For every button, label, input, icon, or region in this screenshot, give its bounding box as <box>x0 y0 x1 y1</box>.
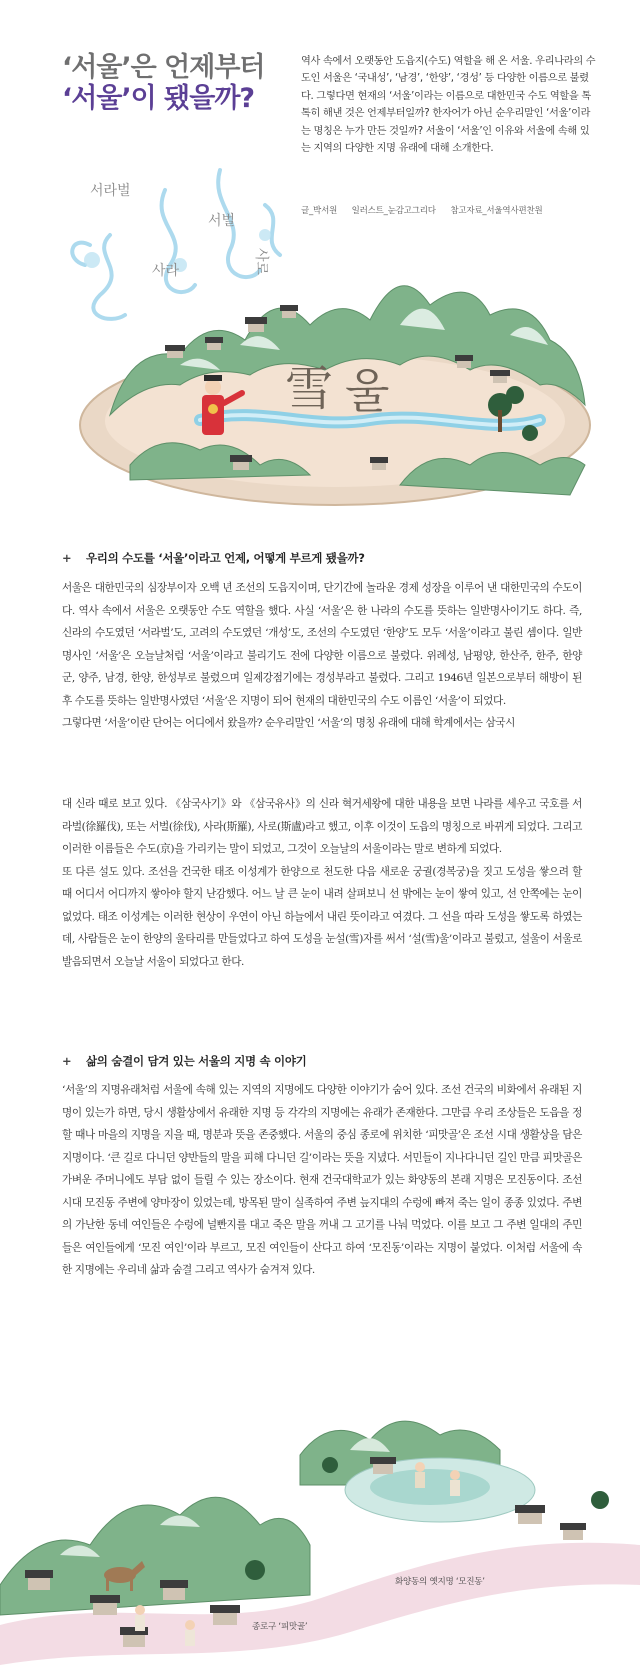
credit-writer: 글_박서원 <box>301 206 338 216</box>
name-seobeol: 서벌 <box>208 213 236 229</box>
caption-pimatgol: 종로구 ‘피맛골’ <box>252 1622 308 1632</box>
name-seorabeol: 서라벌 <box>90 183 131 199</box>
section2-paragraph-1: ‘서울’의 지명유래처럼 서울에 속해 있는 지역의 지명에도 다양한 이야기가 숨어 있다. 조선 건국의 비화에서 유래된 지명이 있는가 하면, 당시 생활상에서 유래한 지명 등 각각의 지명에는 유래가 존재한다. 그만큼 우리 조상들은 도읍을 정할 때나 마을의 지명을 지을 때, 명분과 뜻을 존중했다. 서울의 중심 종로에 위치한 ‘피맛골’은 조선 시대 생활상을 담은 지명이다. ‘큰 길로 다니던 양반들의 말을 피해 다니던 길’이라는 뜻을 지녔다. 서민들이 지나다니던 길인 만큼 피맛골은 가벼운 주머니에도 부담 없이 들릴 수 있는 장소이다. 현재 건국대학교가 있는 화양동의 본래 지명은 모진동이다. 조선시대 모진동 주변에 양마장이 있었는데, 방목된 말이 실족하여 주변 늪지대의 수렁에 빠져 죽는 일이 종종 있었다. 주변의 가난한 동네 여인들은 수렁에 널빤지를 대고 죽은 말을 꺼내 그 고기를 나눠 먹었다. 이를 보고 그 주변 일대의 주민들은 여인들에게 ‘모진 여인’이라 부르고, 모진 여인들이 산다고 하여 ‘모진동’이라는 지명이 붙었다. 이처럼 서울에 속한 지명에는 우리네 삶과 숨결 그리고 역사가 숨겨져 있다. <box>62 1084 582 1276</box>
section1-body-bottom <box>62 793 582 973</box>
seoul-map-illustration <box>70 165 610 525</box>
plus-icon: + <box>62 1054 72 1068</box>
intro-paragraph: 역사 속에서 오랫동안 도읍지(수도) 역할을 해 온 서울. 우리나라의 수도인 서울은 ‘국내성’, ‘남경’, ‘한양’, ‘경성’ 등 다양한 이름으로 불렸다. 그렇다면 현재의 ‘서울’이라는 이름으로 대한민국 수도 역할을 톡톡히 해낸 것은 언제부터일까? 한자어가 아닌 순우리말인 ‘서울’이라는 명칭은 누가 만든 것일까? 서울이 ‘서울’인 이유와 서울에 속해 있는 지역의 다양한 지명 유래에 대해 소개한다. <box>301 56 596 155</box>
title-line-2: ‘서울’이 됐을까? <box>62 83 255 114</box>
credit-illustrator: 일러스트_눈감고그리다 <box>351 206 436 216</box>
caption-mojindong: 화양동의 옛지명 ‘모진동’ <box>395 1577 485 1587</box>
village-illustration <box>0 1395 640 1665</box>
plus-icon: + <box>62 551 72 565</box>
name-sara: 사라 <box>152 263 180 279</box>
name-saro: 사로 <box>253 248 269 276</box>
section1-paragraph-3: 대 신라 때로 보고 있다. 《삼국사기》와 《삼국유사》의 신라 혁거세왕에 대한 내용을 보면 나라를 세우고 국호를 서라벌(徐羅伐), 또는 서벌(徐伐), 사라(斯羅), 사로(斯盧)라고 했고, 이후 이것이 도읍의 명칭으로 바뀌게 되었다. 그리고 이러한 이름들은 수도(京)을 가리키는 말이 되었고, 그것이 오늘날의 서울이라는 말로 변하게 되었다. <box>62 798 582 855</box>
section2-heading <box>62 1053 307 1069</box>
article-title <box>62 52 292 114</box>
section1-paragraph-1: 서울은 대한민국의 심장부이자 오백 년 조선의 도읍지이며, 단기간에 놀라운 경제 성장을 이루어 낸 대한민국의 수도이다. 역사 속에서 서울은 오랫동안 수도 역할을 했다. 사실 ‘서울’은 한 나라의 수도를 뜻하는 일반명사이기도 하다. 즉, 신라의 수도였던 ‘서라벌’도, 고려의 수도였던 ‘개성’도, 조선의 수도였던 ‘한양’도 모두 ‘서울’이라고 불린 셈이다. 일반명사인 ‘서울’은 오늘날처럼 ‘서울’이라고 불리기도 전에 다양한 이름으로 불렸다. 위례성, 남평양, 한산주, 한주, 한양군, 양주, 남경, 한양, 한성부로 불렸으며 일제강점기에는 경성부라고 불렸다. 그리고 1946년 일본으로부터 해방이 된 후 수도를 뜻하는 일반명사였던 ‘서울’은 지명이 되어 현재의 대한민국의 수도 이름인 ‘서울’이 되었다. <box>62 582 582 707</box>
section2-body <box>62 1079 582 1282</box>
section1-heading <box>62 550 365 566</box>
hangul-ul: 울 <box>345 364 390 418</box>
hanja-snow: 雪 <box>285 361 334 417</box>
credit-reference: 참고자료_서울역사편찬원 <box>450 206 543 216</box>
section1-paragraph-4: 또 다른 설도 있다. 조선을 건국한 태조 이성계가 한양으로 천도한 다음 새로운 궁궐(경복궁)을 짓고 도성을 쌓으려 할 때 어디서 어디까지 쌓아야 할지 난감했다. 어느 날 큰 눈이 내려 살펴보니 선 밖에는 눈이 쌓여 있고, 선 안쪽에는 눈이 없었다. 태조 이성계는 이러한 현상이 우연이 아닌 하늘에서 내린 뜻이라고 여겼다. 그 선을 따라 도성을 쌓도록 하였는데, 사람들은 눈이 한양의 울타리를 만들었다고 하여 도성을 눈설(雪)자를 써서 ‘설(雪)울’이라고 불렀고, 설울이 서울로 발음되면서 오늘날 서울이 되었다고 한다. <box>62 865 582 968</box>
section1-body-top <box>62 577 582 735</box>
section1-paragraph-2: 그렇다면 ‘서울’이란 단어는 어디에서 왔을까? 순우리말인 ‘서울’의 명칭 유래에 대해 학계에서는 삼국시 <box>62 717 515 729</box>
section1-heading-text: 우리의 수도를 ‘서울’이라고 언제, 어떻게 부르게 됐을까? <box>86 551 365 565</box>
section2-heading-text: 삶의 숨결이 담겨 있는 서울의 지명 속 이야기 <box>86 1054 307 1068</box>
title-line-1: ‘서울’은 언제부터 <box>62 52 265 83</box>
